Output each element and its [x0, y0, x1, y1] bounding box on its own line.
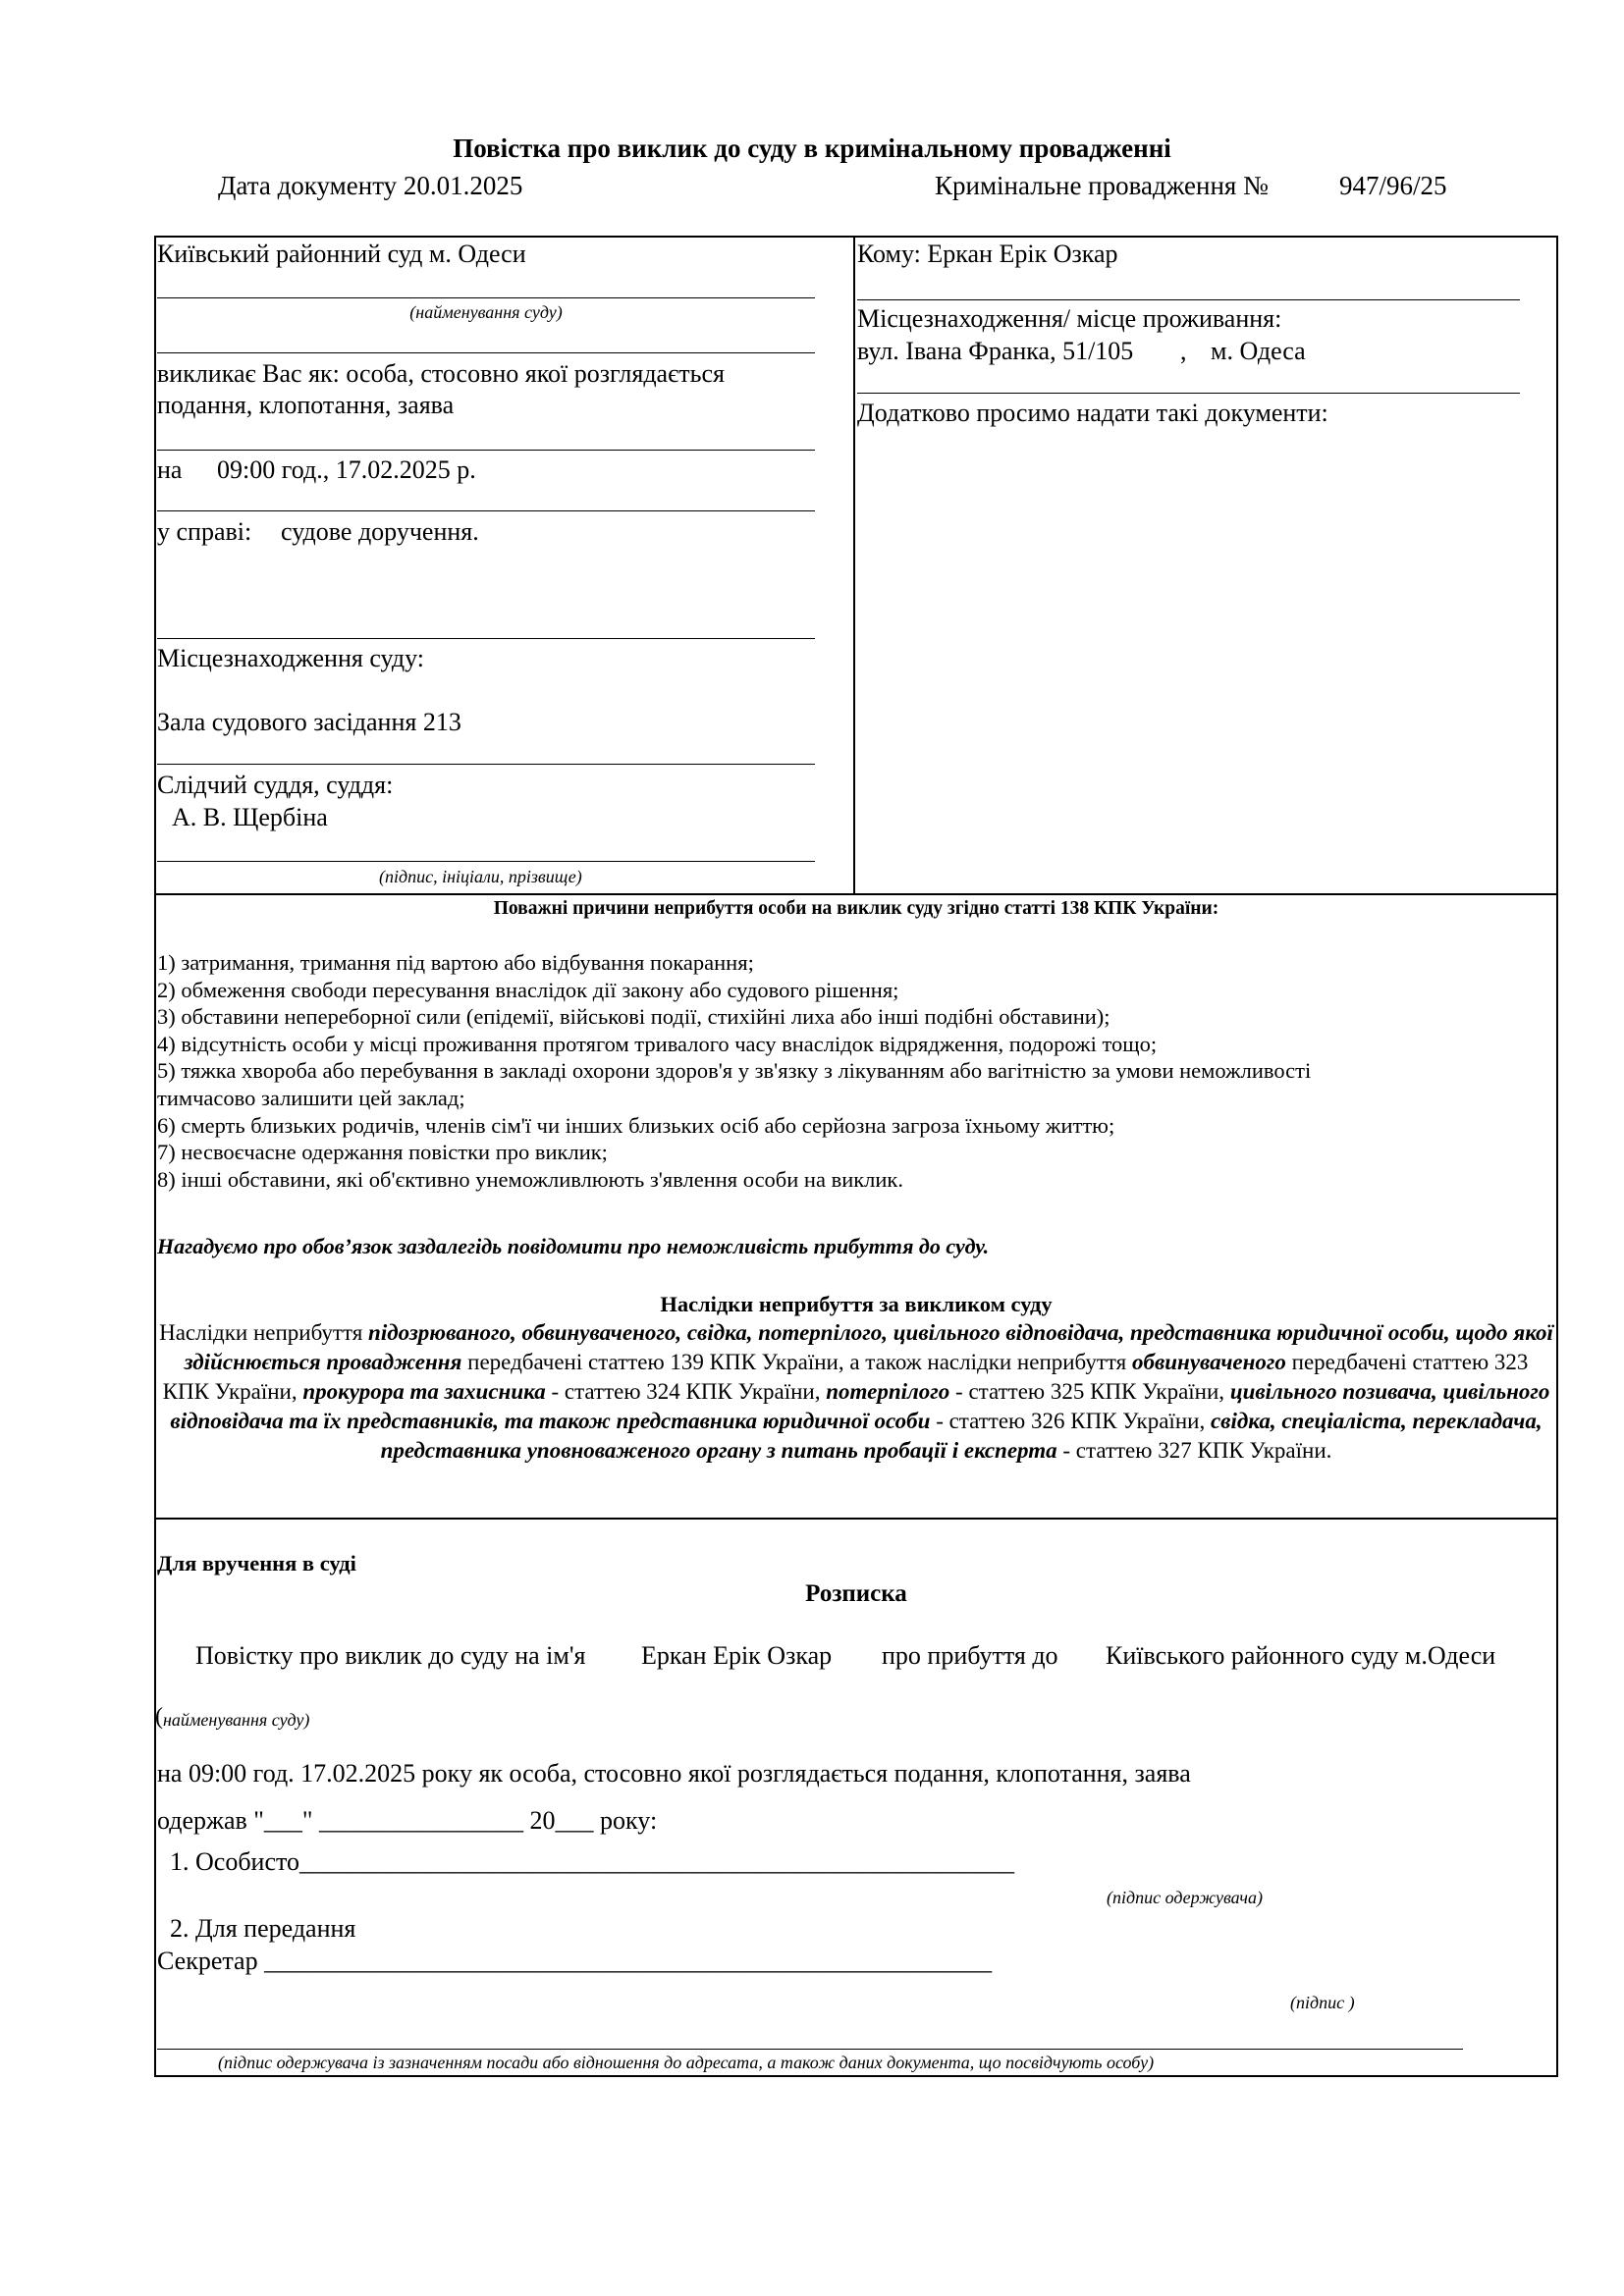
list-item: 4) відсутність особи у місці проживання протягом тривалого часу внаслідок відрядження, подорожі тощо;: [157, 1031, 1158, 1056]
time-prefix: на: [157, 455, 183, 484]
for-court-label: Для вручення в суді: [157, 1551, 356, 1575]
list-item: 3) обставини непереборної сили (епідемії, військові події, стихійні лиха або інші подібні обставини);: [157, 1004, 1110, 1030]
list-item: 1) затримання, тримання під вартою або відбування покарання;: [157, 950, 754, 975]
judge-label: Слідчий суддя, суддя:: [157, 771, 394, 799]
reasons-title: Поважні причини неприбуття особи на виклик суду згідно статті 138 КПК України:: [493, 898, 1219, 919]
receipt-court-caption-paren: (: [155, 1704, 163, 1730]
case-number: 947/96/25: [1339, 171, 1447, 200]
recipient-name: Кому: Еркан Ерік Озкар: [857, 240, 1118, 268]
divider-line: [157, 764, 815, 765]
receipt-transfer-label: 2. Для передання: [170, 1914, 356, 1943]
receipt-recipient-name: Еркан Ерік Озкар: [641, 1641, 833, 1670]
address-separator: ,: [1180, 337, 1187, 365]
divider-line: [157, 861, 815, 862]
court-location-label: Місцезнаходження суду:: [157, 644, 424, 672]
receipt-court-caption: найменування суду): [163, 1710, 310, 1730]
column-divider: [853, 236, 855, 895]
hearing-time: 09:00 год., 17.02.2025 р.: [217, 455, 476, 484]
recipient-sign-caption: (підпис одержувача): [1107, 1888, 1263, 1907]
reasons-list: [157, 949, 1311, 1193]
receipt-title: Розписка: [805, 1580, 907, 1607]
list-item: 5) тяжка хвороба або перебування в закладі охорони здоров'я у зв'язку з лікуванням або вагітністю за умови неможливості: [157, 1058, 1312, 1084]
case-label: Кримінальне провадження №: [935, 171, 1269, 200]
receipt-secretary-line: Секретар _________________________________________________________: [157, 1947, 993, 1975]
receipt-text-b: про прибуття до: [882, 1641, 1058, 1670]
court-location-value: Зала судового засідання 213: [157, 708, 461, 736]
court-caption: (найменування суду): [409, 302, 563, 322]
receipt-personal-line: 1. Особисто________________________________________________________: [170, 1847, 1015, 1876]
receipt-received-line: одержав "___" ________________ 20___ року:: [157, 1806, 658, 1835]
summons-role-line1: викликає Вас як: особа, стосовно якої розглядається: [157, 359, 725, 388]
signature-line: [157, 2049, 1463, 2050]
court-name: Київський районний суд м. Одеси: [157, 240, 526, 268]
case-prefix: у справі:: [157, 517, 252, 546]
receipt-hearing-line: на 09:00 год. 17.02.2025 року як особа, стосовно якої розглядається подання, клопотання, заява: [157, 1759, 1191, 1788]
extra-documents-label: Додатково просимо надати такі документи:: [857, 399, 1328, 427]
receipt-court-name: Київського районного суду м.Одеси: [1106, 1641, 1496, 1670]
summons-role-line2: подання, клопотання, заява: [157, 391, 455, 419]
case-subject: судове доручення.: [281, 517, 479, 546]
divider-line: [857, 299, 1520, 300]
divider-line: [157, 450, 815, 451]
address-label: Місцезнаходження/ місце проживання:: [857, 304, 1282, 333]
receipt-text-a: Повістку про виклик до суду на ім'я: [195, 1641, 586, 1670]
consequences-title: Наслідки неприбуття за викликом суду: [660, 1292, 1053, 1316]
secretary-sign-caption: (підпис ): [1290, 1993, 1355, 2012]
consequences-text: Наслідки неприбуття підозрюваного, обвинуваченого, свідка, потерпілого, цивільного відповідача, представника юридичної особи, щодо якої здійснюється провадження передбачені статтею 139 КПК України, а також наслідки неприбуття обвинуваченого передбачені статтею 323 КПК України, прокурора та захисника - статтею 324 КПК України, потерпілого - статтею 325 КПК України, цивільного позивача, цивільного відповідача та їх представників, та також представника юридичної особи - статтею 326 КПК України, свідка, спеціаліста, перекладача, представника уповноваженого органу з питань пробації і експерта - статтею 327 КПК України.: [159, 1320, 1553, 1463]
document-date: Дата документу 20.01.2025: [218, 171, 523, 200]
divider-line: [857, 393, 1520, 394]
divider-line: [157, 297, 815, 298]
list-item: тимчасово залишити цей заклад;: [157, 1085, 465, 1110]
divider-line: [157, 510, 815, 511]
judge-name: А. В. Щербіна: [172, 803, 328, 831]
list-item: 2) обмеження свободи пересування внаслідок дії закону або судового рішення;: [157, 977, 899, 1002]
list-item: 6) смерть близьких родичів, членів сім'ї чи інших близьких осіб або серйозна загроза їхньому життю;: [157, 1112, 1115, 1138]
address-city: м. Одеса: [1211, 337, 1306, 365]
divider-line: [157, 352, 815, 353]
list-item: 8) інші обставини, які об'єктивно унеможливлюють з'явлення особи на виклик.: [157, 1166, 903, 1192]
judge-sign-caption: (підпис, ініціали, прізвище): [379, 867, 582, 886]
bottom-sign-caption: (підпис одержувача із зазначенням посади або відношення до адресата, а також даних документа, що посвідчують особу): [218, 2053, 1155, 2072]
document-title: Повістка про виклик до суду в кримінальному провадженні: [453, 133, 1171, 163]
divider-line: [157, 638, 815, 639]
address-street: вул. Івана Франка, 51/105: [857, 337, 1134, 365]
list-item: 7) несвоєчасне одержання повістки про виклик;: [157, 1140, 608, 1165]
reminder-text: Нагадуємо про обов’язок заздалегідь повідомити про неможливість прибуття до суду.: [157, 1234, 990, 1258]
